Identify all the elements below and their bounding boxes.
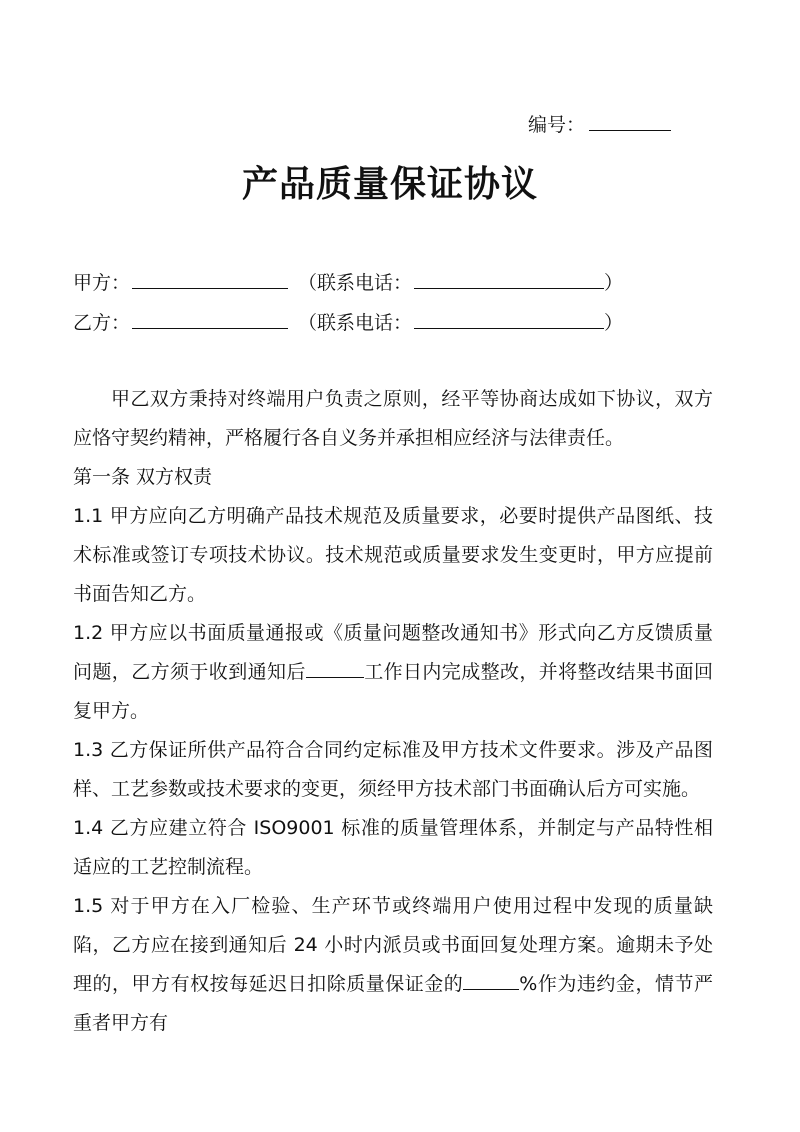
party-a-phone-blank — [414, 268, 604, 289]
party-b-label: 乙方： — [73, 312, 131, 334]
party-b-phone-open: （联系电话： — [298, 312, 413, 334]
document-number — [528, 110, 671, 138]
party-a-line — [73, 268, 623, 296]
document-number-label: 编号： — [528, 114, 586, 136]
clause-1-5 — [73, 887, 713, 1043]
clause-1-1: 1.1 甲方应向乙方明确产品技术规范及质量要求，必要时提供产品图纸、技术标准或签订专项技术协议。技术规范或质量要求发生变更时，甲方应提前书面告知乙方。 — [73, 505, 713, 605]
agreement-body — [73, 380, 713, 1043]
intro-paragraph: 甲乙双方秉持对终端用户负责之原则，经平等协商达成如下协议，双方应恪守契约精神，严格履行各自义务并承担相应经济与法律责任。 — [73, 388, 713, 449]
clause-1-4: 1.4 乙方应建立符合 ISO9001 标准的质量管理体系，并制定与产品特性相适应的工艺控制流程。 — [73, 817, 713, 878]
document-title: 产品质量保证协议 — [241, 164, 538, 205]
clause-1-2 — [73, 614, 713, 731]
clause-1-5-percent-blank — [463, 969, 519, 990]
party-b-line — [73, 308, 623, 336]
clause-1-2-text-a: 1.2 甲方应以书面质量通报或《质量问题整改通知书》形式向乙方反馈质量问题，乙方须于收到通知后 — [73, 622, 713, 683]
party-b-phone-close: ） — [604, 312, 624, 334]
party-a-name-blank — [132, 268, 288, 289]
article-1-heading: 第一条 双方权责 — [73, 466, 213, 488]
document-number-blank — [589, 110, 671, 131]
party-b-phone-blank — [414, 308, 604, 329]
party-b-name-blank — [132, 308, 288, 329]
clause-1-2-text-b: 工作日内完成整改，并将整改结果书面回复甲方。 — [73, 661, 713, 722]
clause-1-3: 1.3 乙方保证所供产品符合合同约定标准及甲方技术文件要求。涉及产品图样、工艺参数或技术要求的变更，须经甲方技术部门书面确认后方可实施。 — [73, 739, 713, 800]
party-a-label: 甲方： — [73, 272, 131, 294]
party-a-phone-close: ） — [604, 272, 624, 294]
clause-1-2-days-blank — [306, 657, 364, 678]
clause-1-5-text-b: %作为违约金，情节严重者甲方有 — [73, 973, 713, 1034]
party-a-phone-open: （联系电话： — [298, 272, 413, 294]
clause-1-5-text-a: 1.5 对于甲方在入厂检验、生产环节或终端用户使用过程中发现的质量缺陷，乙方应在接到通知后 24 小时内派员或书面回复处理方案。逾期未予处理的，甲方有权按每延迟日扣除质量保证金的 — [73, 895, 713, 995]
